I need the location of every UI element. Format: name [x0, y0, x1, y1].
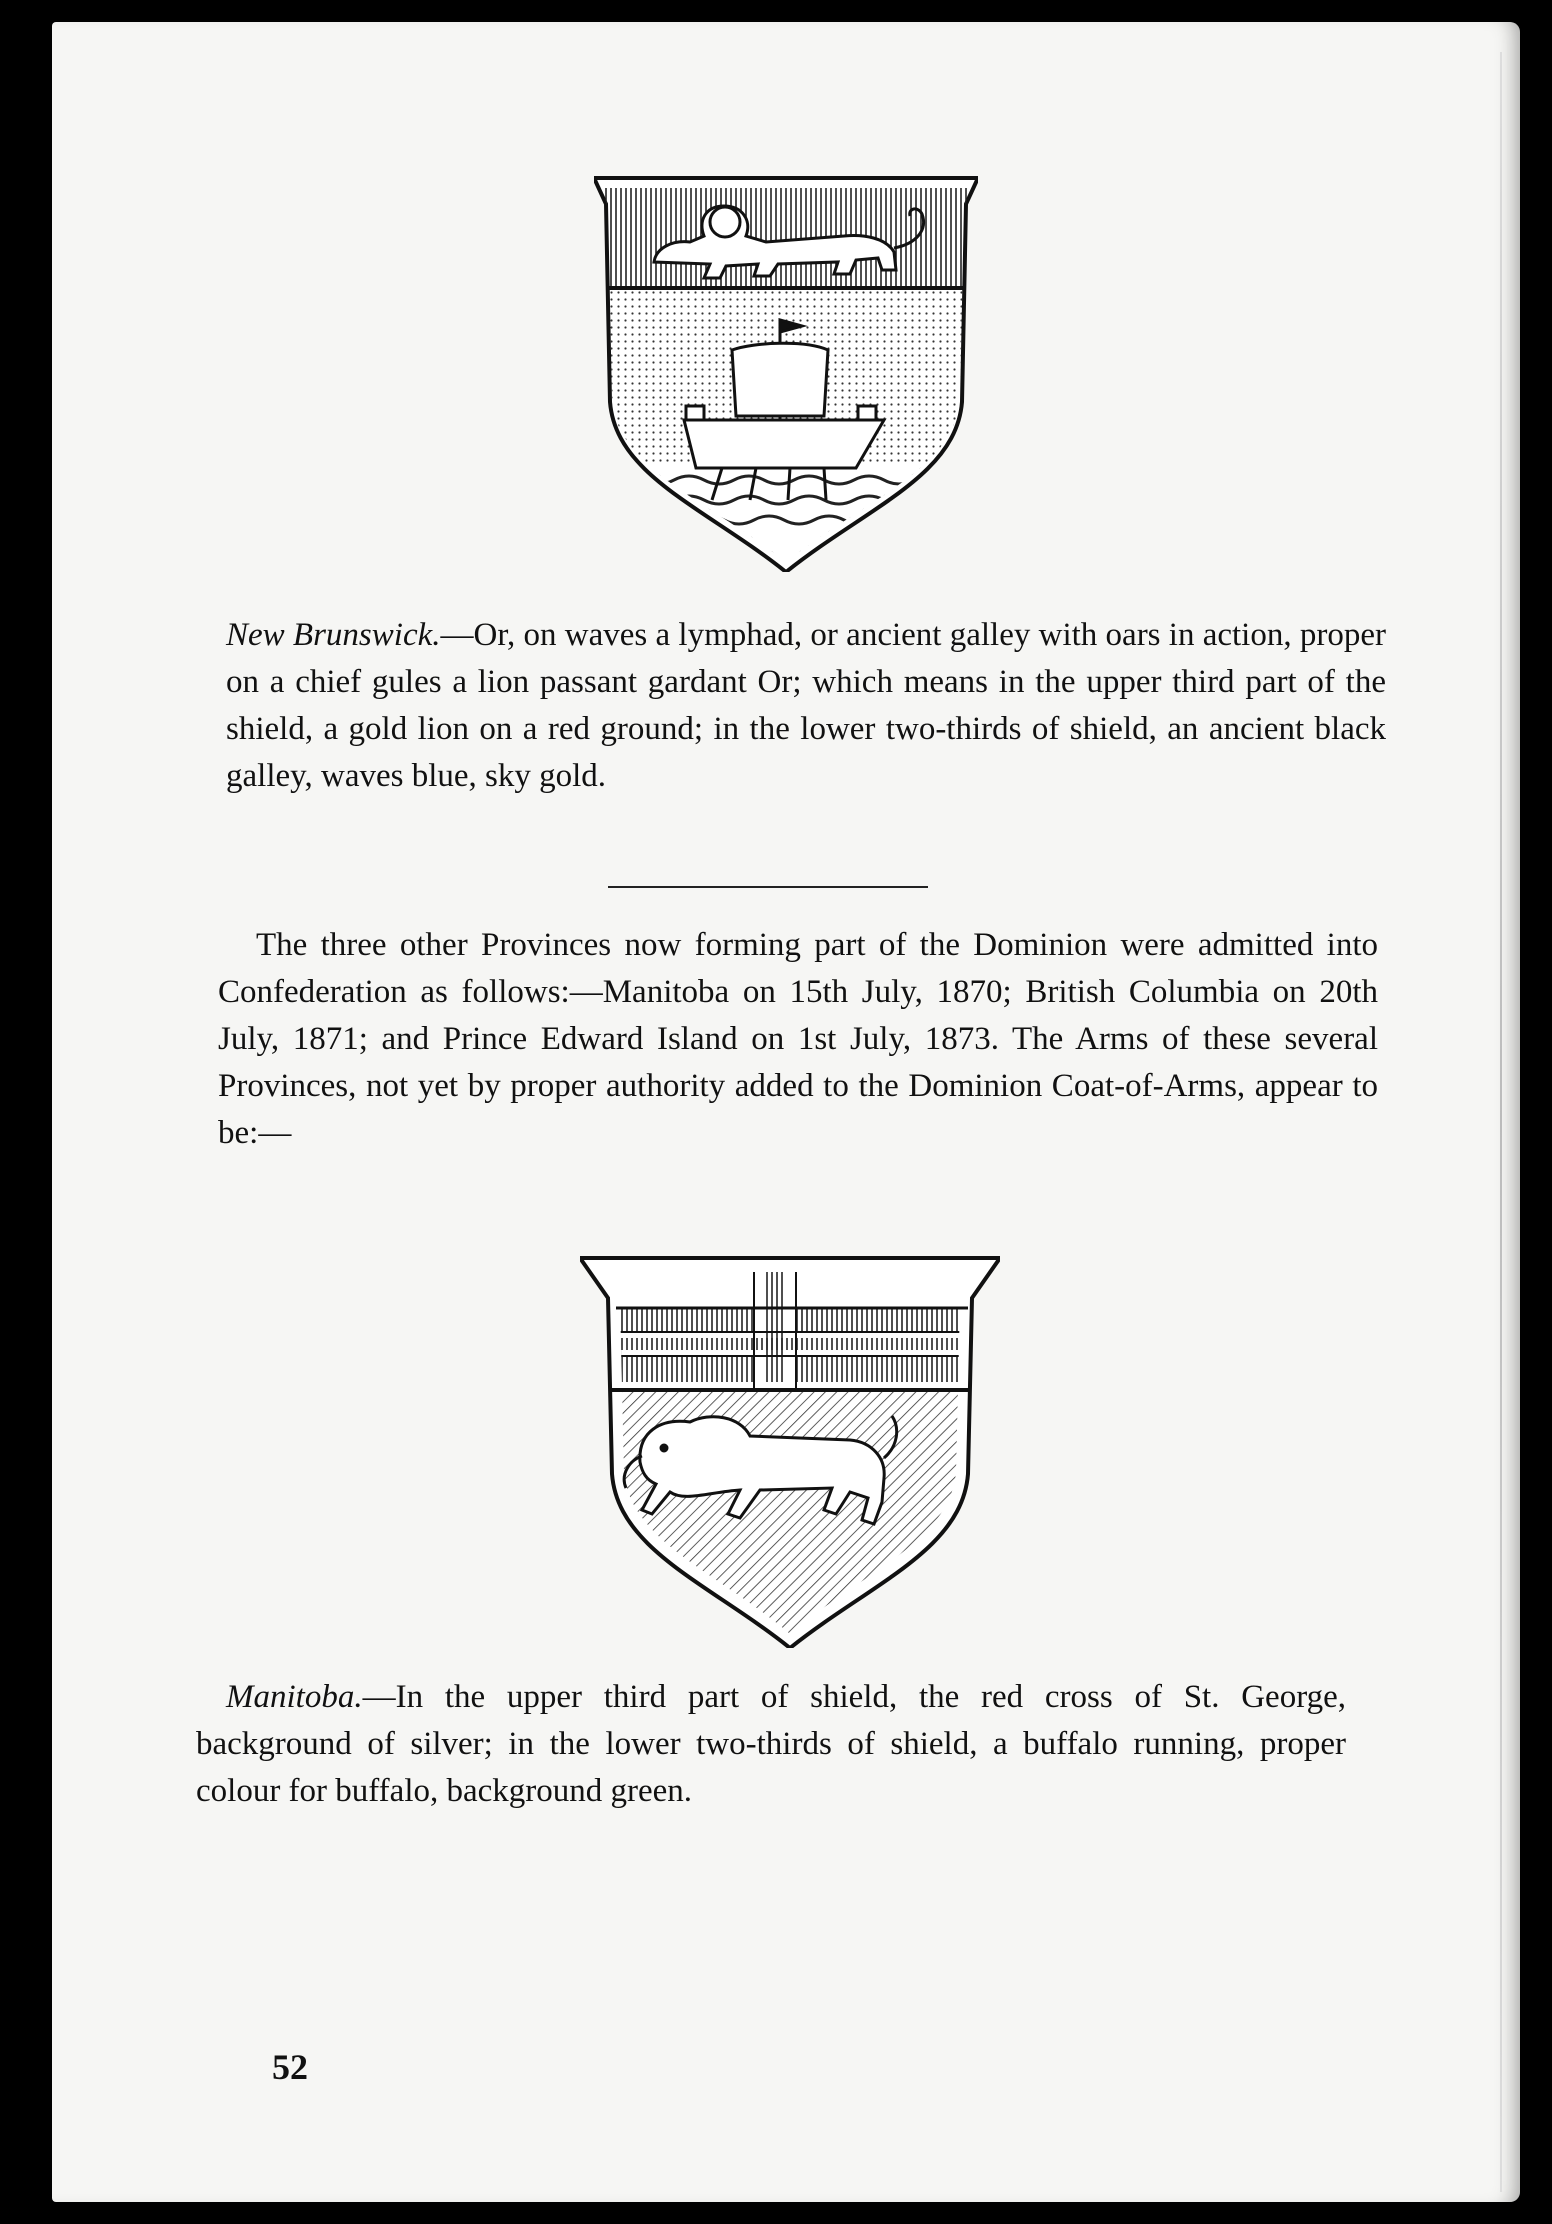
- manitoba-description: [196, 1674, 1346, 1815]
- book-page: [52, 22, 1520, 2202]
- new-brunswick-shield-illustration: [594, 170, 978, 572]
- new-brunswick-heading: New Brunswick.: [226, 617, 441, 653]
- page-number: 52: [272, 2047, 308, 2087]
- manitoba-blazon: —In the upper third part of shield, the red cross of St. George, background of silver; in the lower two-thirds of shield, a buffalo running, proper colour for buffalo, background green.: [196, 1679, 1346, 1809]
- confederation-paragraph: The three other Provinces now forming part of the Dominion were admitted into Confederation as follows:—Manitoba on 15th July, 1870; British Columbia on 20th July, 1871; and Prince Edward Island on 1st July, 1873. The Arms of these several Provinces, not yet by proper authority added to the Dominion Coat-of-Arms, appear to be:—: [218, 927, 1378, 1151]
- new-brunswick-description: [226, 612, 1386, 800]
- manitoba-shield-illustration: [580, 1252, 1000, 1648]
- manitoba-heading: Manitoba.: [226, 1679, 363, 1715]
- new-brunswick-blazon: —Or, on waves a lymphad, or ancient galley with oars in action, proper on a chief gules a lion passant gardant Or; which means in the upper third part of the shield, a gold lion on a red ground; in the lower two-thirds of shield, an ancient black galley, waves blue, sky gold.: [226, 617, 1386, 794]
- section-divider: [608, 886, 928, 888]
